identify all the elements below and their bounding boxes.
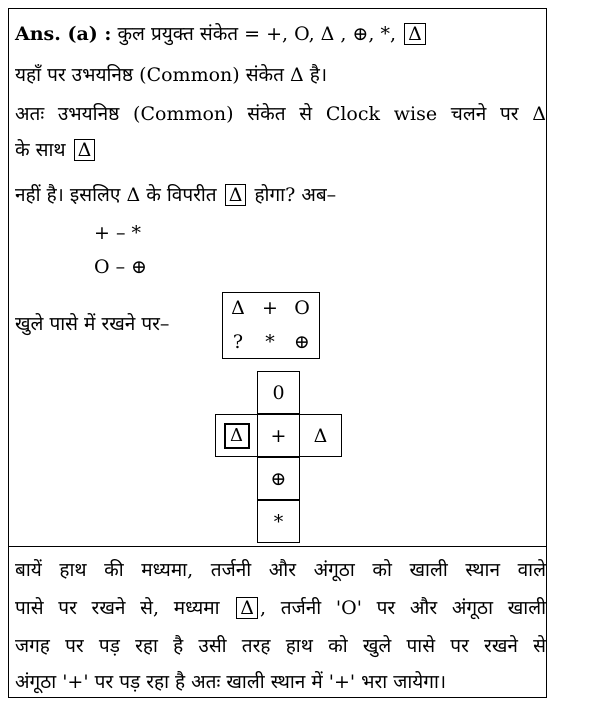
answer-line-5 [15,183,336,207]
answer-label: Ans. (a) : [15,23,112,45]
answer-line-4 [15,138,97,162]
answer-line-2: यहाँ पर उभयनिष्ठ (Common) संकेत Δ है। [15,64,328,86]
boxed-delta-1: Δ [404,23,426,45]
dice-faces-grid [222,292,320,359]
boxed-delta-3: Δ [225,184,247,206]
net-face-center-label: + [270,424,287,447]
boxed-delta-2: Δ [74,139,96,161]
grid-cell-r1c2: + [262,297,278,319]
grid-cell-r1c1: Δ [231,297,245,319]
net-face-right-label: Δ [313,424,328,447]
net-face-top-label: 0 [272,381,285,404]
explanation-l2-b: , तर्जनी 'O' पर और अंगूठा खाली [260,597,547,619]
with-text: के साथ [15,139,72,161]
explanation-line-3: जगह पर पड़ रहा है उसी तरह हाथ को खुले पासे पर रखने से [15,635,546,657]
explanation-line-4: अंगूठा '+' पर पड़ रहा है अतः खाली स्थान में '+' भरा जायेगा। [15,671,447,693]
not-present-text: नहीं है। इसलिए Δ के विपरीत [15,184,223,206]
answer-line-3: अतः उभयनिष्ठ (Common) संकेत से Clock wise चलने पर Δ [15,103,546,125]
net-face-right [299,414,342,457]
sequence-2: O – ⊕ [94,256,148,278]
explanation-l2-a: पासे पर रखने से, मध्यमा [15,597,235,619]
section-divider [8,546,547,547]
grid-cell-r1c3: O [294,297,310,319]
net-face-below-2-label: * [273,510,284,533]
net-face-center [257,414,300,457]
grid-cell-r2c2: * [265,331,275,353]
net-face-below-2 [257,500,300,543]
explanation-line-2 [15,589,546,627]
net-face-left-label: Δ [224,423,250,449]
net-face-left [215,414,258,457]
symbols-used-text: कुल प्रयुक्त संकेत = +, O, Δ , ⊕, *, [117,23,403,45]
sequence-1: + – * [94,222,141,244]
question-text: होगा? अब– [248,184,337,206]
grid-cell-r2c1: ? [232,331,244,353]
grid-cell-r2c3: ⊕ [294,331,310,353]
open-dice-label: खुले पासे में रखने पर– [15,313,170,335]
net-face-top [257,371,300,414]
net-face-below-1 [257,457,300,500]
boxed-delta-4: Δ [236,597,258,619]
net-face-below-1-label: ⊕ [270,467,287,490]
answer-line-1 [15,22,428,46]
explanation-line-1: बायें हाथ की मध्यमा, तर्जनी और अंगूठा को खाली स्थान वाले [15,559,546,581]
